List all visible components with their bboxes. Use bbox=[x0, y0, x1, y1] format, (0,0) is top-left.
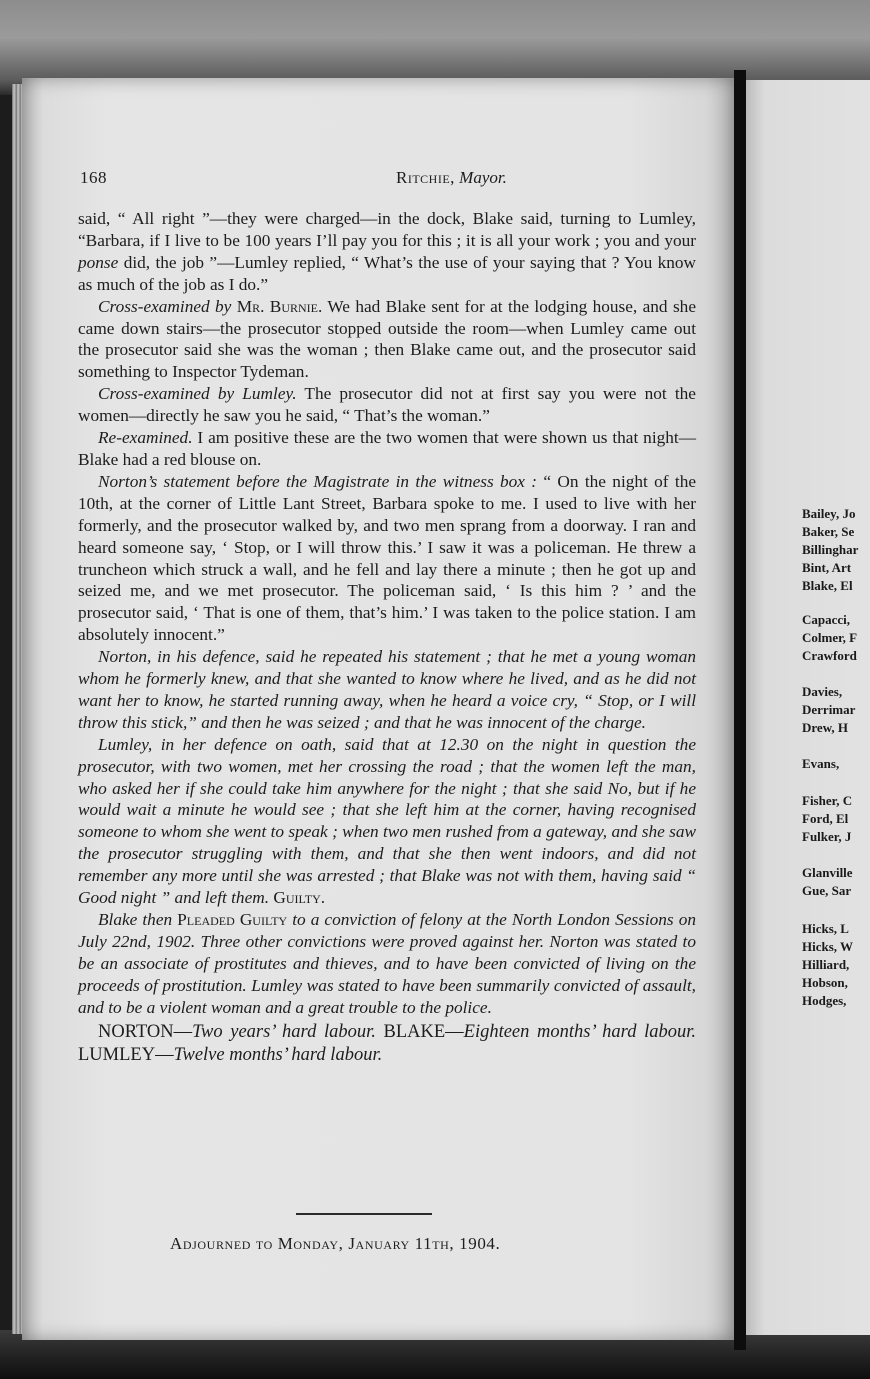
report-paragraph bbox=[78, 383, 696, 427]
index-entry: Evans, bbox=[802, 756, 840, 771]
text-run: Twelve months’ hard labour. bbox=[173, 1044, 383, 1065]
book-gutter bbox=[734, 70, 746, 1350]
text-run: Blake then bbox=[98, 910, 173, 929]
text-run: to a conviction of felony at the North London Sessions on July 22nd, 1902. Three other convictions were proved against her. Norton was stated to be an associate of prostitutes and thieves, and to have been convicted of living on the proceeds of prostitution. Lumley was stated to have been summarily convicted of assault, and to be a violent woman and a great trouble to the police. bbox=[78, 910, 696, 1017]
index-entry: Hicks, W bbox=[802, 939, 854, 954]
index-entry: Blake, El bbox=[802, 578, 853, 593]
report-paragraph bbox=[78, 646, 696, 734]
index-entry: Davies, bbox=[802, 684, 843, 699]
index-entry: Billinghar bbox=[802, 542, 859, 557]
running-title-office: Mayor. bbox=[459, 168, 507, 187]
index-entry: Bint, Art bbox=[802, 560, 852, 575]
text-run: Norton, in his defence, said he repeated his statement ; that he met a young woman whom he formerly knew, and that she wanted to know where he lived, and as he did not want her to know, he started running away, when he heard a voice cry, “ Stop, or I will throw this stick,” and then he was seized ; and that he was innocent of the charge. bbox=[78, 647, 696, 732]
report-paragraph bbox=[78, 1021, 696, 1067]
index-entry: Drew, H bbox=[802, 720, 848, 735]
text-run: said, “ All right ”—they were charged—in the dock, Blake said, turning to Lumley, “Barbara, if I live to be 100 years I’ll pay you for this ; it is all your work ; you and your bbox=[78, 209, 696, 250]
text-run: “ On the night of the 10th, at the corner of Little Lant Street, Barbara spoke to me. I used to live with her formerly, and the prosecutor walked by, and two men sprang from a doorway. I ran and heard someone say, ‘ Stop, or I will throw this.’ I saw it was a policeman. He threw a truncheon which struck a wall, and he fell and lay there a minute ; then he got up and seized me, and we met prosecutor. The policeman said, ‘ Is this him ? ’ and the prosecutor said, ‘ That is one of them, that’s him.’ I was taken to the police station. I am absolutely innocent.” bbox=[78, 471, 697, 645]
text-run: did, the job ”—Lumley replied, “ What’s the use of your saying that ? You know as much of the job as I do.” bbox=[78, 252, 696, 294]
text-run: Re-examined. bbox=[98, 428, 193, 448]
index-entry: Colmer, F bbox=[802, 630, 858, 645]
index-entry: Fulker, J bbox=[802, 829, 852, 844]
text-run: I am positive these are the two women that were shown us that night—Blake had a red blouse on. bbox=[78, 428, 696, 469]
index-entry: Hilliard, bbox=[802, 957, 850, 972]
text-run: ponse bbox=[78, 252, 119, 272]
index-entry: Hobson, bbox=[802, 975, 848, 990]
text-run: Guilty. bbox=[269, 888, 326, 908]
text-run: Mr. Burnie. bbox=[231, 296, 323, 316]
index-entry: Bailey, Jo bbox=[802, 506, 856, 521]
report-paragraph bbox=[78, 296, 696, 384]
index-entry: Capacci, bbox=[802, 612, 851, 627]
running-head bbox=[80, 168, 700, 192]
page-number: 168 bbox=[80, 168, 107, 187]
text-run: Lumley, in her defence on oath, said that at 12.30 on the night in question the prosecutor, with two women, met her crossing the road ; that the women left the man, who asked her if she could take him anywhere for the night ; that she said No, but if he would wait a minute he would see ; that she left him at the corner, having recognised someone to whom she went to speak ; when two men rushed from a gateway, and she saw the prosecutor struggling with them, and that she then went indoors, and did not remember any more until she was arrested ; that Blake was not with them, having said “ Good night ” and left them. bbox=[78, 734, 696, 908]
text-run: Pleaded Guilty bbox=[172, 910, 288, 929]
text-run: We had Blake sent for at the lodging house, and she came down stairs—the prosecutor stopped outside the room—when Lumley came out the prosecutor said she was the woman ; then Blake came out, and the prosecutor said something to Inspector Tydeman. bbox=[78, 296, 696, 382]
report-paragraph bbox=[78, 208, 696, 296]
text-run: LUMLEY— bbox=[78, 1044, 174, 1065]
index-entry: Crawford bbox=[802, 648, 857, 663]
text-run: Cross-examined by Lumley. bbox=[98, 384, 297, 404]
index-entry: Ford, El bbox=[802, 811, 849, 826]
text-run: Norton’s statement before the Magistrate in the witness box : bbox=[98, 471, 538, 491]
adjournment-notice: Adjourned to Monday, January 11th, 1904. bbox=[170, 1234, 501, 1253]
report-paragraph bbox=[78, 909, 696, 1019]
index-entry: Hodges, bbox=[802, 993, 847, 1008]
index-entry: Gue, Sar bbox=[802, 883, 852, 898]
text-run: BLAKE— bbox=[375, 1021, 464, 1042]
index-entry: Fisher, C bbox=[802, 793, 853, 808]
index-entry: Glanville bbox=[802, 865, 853, 880]
index-entry: Derrimar bbox=[802, 702, 856, 717]
report-paragraph bbox=[78, 734, 696, 909]
section-rule bbox=[296, 1213, 432, 1215]
report-body bbox=[78, 208, 696, 1067]
report-paragraph bbox=[78, 471, 696, 646]
text-run: Cross-examined by bbox=[98, 296, 232, 316]
index-entry: Baker, Se bbox=[802, 524, 855, 539]
text-run: Eighteen months’ hard labour. bbox=[463, 1021, 696, 1042]
index-entry: Hicks, L bbox=[802, 921, 849, 936]
text-run: NORTON— bbox=[98, 1021, 193, 1042]
report-paragraph bbox=[78, 427, 696, 471]
text-run: The prosecutor did not at first say you were not the women—directly he saw you he said, “ That’s the woman.” bbox=[78, 384, 696, 426]
text-run: Two years’ hard labour. bbox=[192, 1021, 376, 1042]
running-title-name: Ritchie, bbox=[396, 168, 455, 187]
running-title bbox=[396, 168, 507, 188]
